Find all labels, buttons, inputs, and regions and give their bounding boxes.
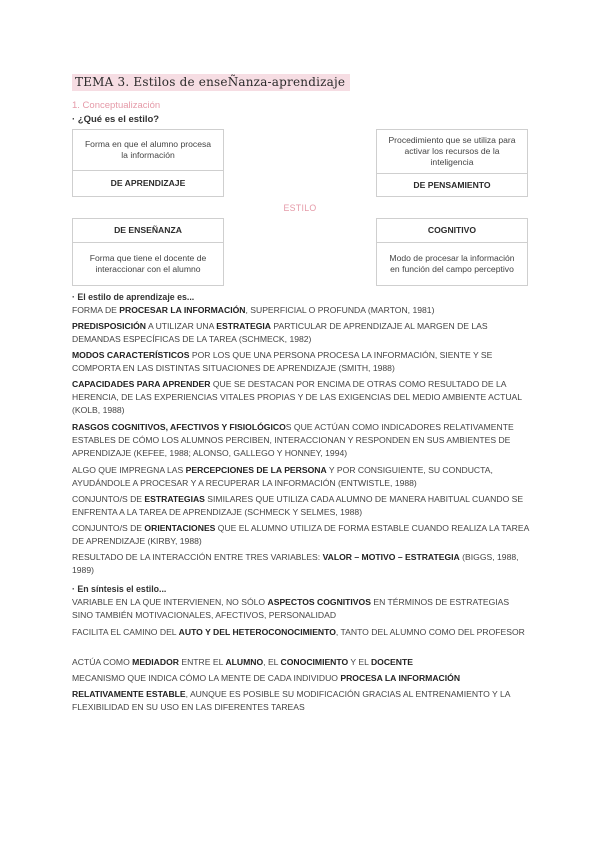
def-kolb: CAPACIDADES PARA APRENDER QUE SE DESTACAN POR ENCIMA DE OTRAS COMO RESULTADO DE LA HERENCIA, DE LAS EXPERIENCIAS VITALES PROPIAS Y DE LAS EXIGENCIAS DEL MEDIO AMBIENTE ACTUAL (KOLB, 1988) xyxy=(72,379,522,415)
sintesis-cognitivos: VARIABLE EN LA QUE INTERVIENEN, NO SÓLO ASPECTOS COGNITIVOS EN TÉRMINOS DE ESTRATEGIAS SINO TAMBIÉN MOTIVACIONALES, AFECTIVOS, PERSONALIDAD xyxy=(72,597,510,620)
def-schmeck: PREDISPOSICIÓN A UTILIZAR UNA ESTRATEGIA PARTICULAR DE APRENDIZAJE AL MARGEN DE LAS DEMANDAS ESPECÍFICAS DE LA TAREA (SCHMECK, 1982) xyxy=(72,321,488,344)
box-cognitivo-desc: Modo de procesar la información en función del campo perceptivo xyxy=(377,242,527,285)
section-question: · ¿Qué es el estilo? xyxy=(72,114,160,125)
page-title: TEMA 3. Estilos de enseÑanza-aprendizaje xyxy=(72,74,350,91)
sintesis-mecanismo: MECANISMO QUE INDICA CÓMO LA MENTE DE CADA INDIVIDUO PROCESA LA INFORMACIÓN xyxy=(72,673,461,683)
sintesis-heading: · En síntesis el estilo... xyxy=(72,584,167,594)
box-cognitivo xyxy=(376,218,528,286)
box-pensamiento xyxy=(376,129,528,197)
box-cognitivo-label: COGNITIVO xyxy=(427,225,477,235)
box-ensenanza-desc: Forma que tiene el docente de interaccionar con el alumno xyxy=(73,242,223,285)
sintesis-mediador: ACTÚA COMO MEDIADOR ENTRE EL ALUMNO, EL CONOCIMIENTO Y EL DOCENTE xyxy=(72,657,413,667)
def-entwistle: ALGO QUE IMPREGNA LAS PERCEPCIONES DE LA PERSONA Y POR CONSIGUIENTE, SU CONDUCTA, AYUDÁNDOLE A PROCESAR Y A RECUPERAR LA INFORMACIÓN (ENTWISTLE, 1988) xyxy=(72,465,493,488)
sintesis-estable: RELATIVAMENTE ESTABLE, AUNQUE ES POSIBLE SU MODIFICACIÓN GRACIAS AL ENTRENAMIENTO Y LA FLEXIBILIDAD EN SU USO EN LAS DIFERENTES TAREAS xyxy=(72,689,511,712)
section-title: 1. Conceptualización xyxy=(72,100,161,111)
def-marton: FORMA DE PROCESAR LA INFORMACIÓN, SUPERFICIAL O PROFUNDA (MARTON, 1981) xyxy=(72,305,435,315)
box-ensenanza-label: DE ENSEÑANZA xyxy=(114,225,182,235)
def-schmeck-selmes: CONJUNTO/S DE ESTRATEGIAS SIMILARES QUE UTILIZA CADA ALUMNO DE MANERA HABITUAL CUANDO SE ENFRENTA A LA TAREA DE APRENDIZAJE (SCHMECK Y SELMES, 1988) xyxy=(72,494,524,517)
def-kefee: RASGOS COGNITIVOS, AFECTIVOS Y FISIOLÓGICOS QUE ACTÚAN COMO INDICADORES RELATIVAMENTE ESTABLES DE CÓMO LOS ALUMNOS PERCIBEN, INTERACCIONAN Y RESPONDEN EN SUS AMBIENTES DE APRENDIZAJE (KEFEE, 1988; ALONSO, GALLEGO Y HONNEY, 1994) xyxy=(72,422,514,458)
sintesis-autoconocimiento: FACILITA EL CAMINO DEL AUTO Y DEL HETEROCONOCIMIENTO, TANTO DEL ALUMNO COMO DEL PROFESOR xyxy=(72,627,525,637)
box-aprendizaje-desc: Forma en que el alumno procesa la información xyxy=(84,139,212,160)
box-aprendizaje-label: DE APRENDIZAJE xyxy=(73,170,223,196)
box-pensamiento-desc: Procedimiento que se utiliza para activar los recursos de la inteligencia xyxy=(388,135,516,167)
def-kirby: CONJUNTO/S DE ORIENTACIONES QUE EL ALUMNO UTILIZA DE FORMA ESTABLE CUANDO REALIZA LA TAREA DE APRENDIZAJE (KIRBY, 1988) xyxy=(72,523,529,546)
def-smith: MODOS CARACTERÍSTICOS POR LOS QUE UNA PERSONA PROCESA LA INFORMACIÓN, SIENTE Y SE COMPORTA EN LAS DISTINTAS SITUACIONES DE APRENDIZAJE (SMITH, 1988) xyxy=(72,350,493,373)
box-ensenanza xyxy=(72,218,224,286)
aprendizaje-heading: · El estilo de aprendizaje es... xyxy=(72,292,195,302)
box-pensamiento-label: DE PENSAMIENTO xyxy=(377,173,527,196)
def-biggs: RESULTADO DE LA INTERACCIÓN ENTRE TRES VARIABLES: VALOR – MOTIVO – ESTRATEGIA (BIGGS, 1988, 1989) xyxy=(72,552,519,575)
center-label-estilo: ESTILO xyxy=(283,203,317,213)
box-aprendizaje xyxy=(72,129,224,197)
